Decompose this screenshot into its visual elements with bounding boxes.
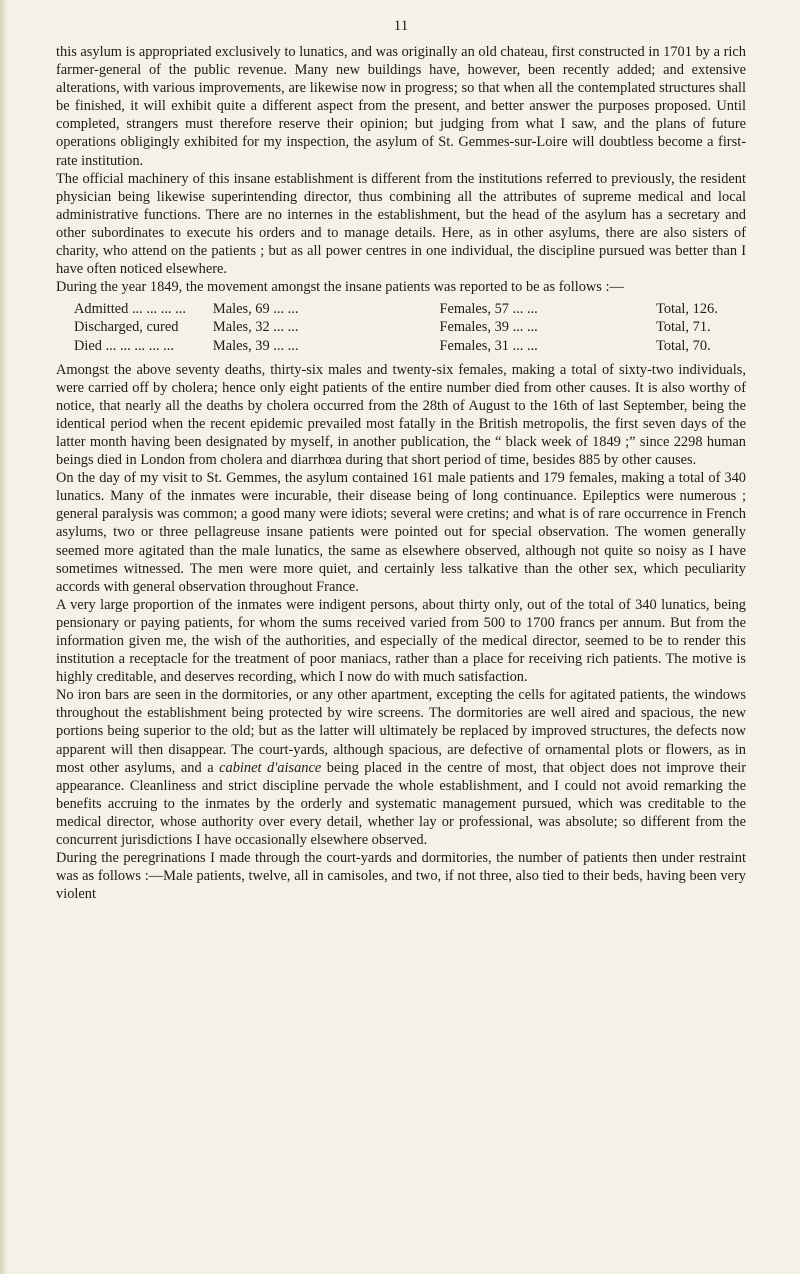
males-cell: Males, 69 ... ...	[212, 301, 299, 318]
paragraph-7-text-a: No iron bars are seen in the dormitories, or any other apartment, excepting the cells for agitated patients, the windows throughout the establishment being protected by wire screens. The dormitories are well aired and spacious, the new portions being superior to the old; but as the latter will ultimately be replaced by improved structures, the defects now apparent will then disappear. The court-yards, although spacious, are defective of ornamental plots or flowers, as in most other asylums, and a	[56, 687, 746, 776]
paragraph-1: this asylum is appropriated exclusively to lunatics, and was originally an old chateau, first constructed in 1701 by a rich farmer-general of the public revenue. Many new buildings have, however, been recently added; and extensive alterations, with various improvements, are likewise now in progress; so that when all the contemplated structures shall be finished, it will exhibit quite a different aspect from the present, and better answer the purposes proposed. Until completed, strangers must therefore reserve their opinion; but judging from what I saw, and the plans of future operations obligingly exhibited for my inspection, the asylum of St. Gemmes-sur-Loire will doubtless become a first-rate institution.	[56, 44, 746, 169]
females-cell: Females, 39 ... ...	[439, 319, 538, 336]
page-edge-shadow	[0, 0, 8, 1274]
row-label: Discharged, cured	[74, 319, 179, 336]
row-label: Died ... ... ... ... ...	[74, 337, 174, 354]
paragraph-7-italic-term: cabinet d'aisance	[219, 759, 322, 776]
paragraph-7	[56, 686, 746, 849]
table-row	[74, 300, 746, 318]
males-cell: Males, 39 ... ...	[212, 337, 299, 354]
patient-movement-table	[74, 300, 746, 354]
table-row	[74, 337, 746, 355]
paragraph-6: A very large proportion of the inmates were indigent persons, about thirty only, out of the total of 340 lunatics, being pensionary or paying patients, for whom the sums received varied from 500 to 1700 francs per annum. But from the information given me, the wish of the authorities, and especially of the medical director, seemed to be to render this institution a receptacle for the treatment of poor maniacs, rather than a place for receiving rich patients. The motive is highly creditable, and deserves recording, which I now do with much satisfaction.	[56, 596, 746, 686]
females-cell: Females, 57 ... ...	[439, 301, 538, 318]
paragraph-2: The official machinery of this insane establishment is different from the institutions referred to previously, the resident physician being likewise superintending director, thus combining all the attributes of supreme medical and local administrative functions. There are no internes in the establishment, but the head of the asylum has a secretary and other subordinates to execute his orders and to manage details. Here, as in other asylums, there are also sisters of charity, who attend on the patients ; but as all power centres in one individual, the discipline pursued was better than I have often noticed elsewhere.	[56, 170, 746, 278]
total-cell: Total, 70.	[656, 337, 711, 354]
paragraph-7-text-b: being placed in the centre of most, that object does not improve their appearance. Cleanliness and strict discipline pervade the whole establishment, and I could not avoid remarking the benefits accruing to the inmates by the orderly and systematic management pursued, which was creditable to the medical director, whose authority over every detail, whether lay or professional, was absolute; so different from the concurrent jurisdictions I have occasionally elsewhere observed.	[56, 759, 746, 849]
page-number: 11	[393, 18, 409, 34]
total-cell: Total, 126.	[656, 301, 718, 318]
paragraph-5: On the day of my visit to St. Gemmes, the asylum contained 161 male patients and 179 females, making a total of 340 lunatics. Many of the inmates were incurable, their disease being of long continuance. Epileptics were numerous ; general paralysis was common; a good many were idiots; several were cretins; and what is of rare occurrence in French asylums, two or three pellagreuse insane patients were pointed out for special observation. The women generally seemed more agitated than the male lunatics, the same as elsewhere observed, although not quite so noisy as I have sometimes witnessed. The men were more quiet, and certainly less talkative than the other sex, which peculiarity accords with general observation throughout France.	[56, 470, 746, 595]
paragraph-4: Amongst the above seventy deaths, thirty-six males and twenty-six females, making a total of sixty-two individuals, were carried off by cholera; hence only eight patients of the entire number died from other causes. It is also worthy of notice, that nearly all the deaths by cholera occurred from the 28th of August to the 16th of last September, being the identical period when the recent epidemic prevailed most fatally in the British metropolis, the first seven days of the latter month having been designated by myself, in another publication, the “ black week of 1849 ;” since 2298 human beings died in London from cholera and diarrhœa during that short period of time, besides 885 by other causes.	[56, 361, 746, 469]
females-cell: Females, 31 ... ...	[439, 337, 538, 354]
paragraph-8: During the peregrinations I made through the court-yards and dormitories, the number of patients then under restraint was as follows :—Male patients, twelve, all in camisoles, and two, if not three, also tied to their beds, having been very violent	[56, 850, 746, 903]
row-label: Admitted ... ... ... ...	[74, 301, 186, 318]
total-cell: Total, 71.	[656, 319, 711, 336]
paragraph-3: During the year 1849, the movement amongst the insane patients was reported to be as follows :—	[56, 279, 624, 296]
table-row	[74, 318, 746, 336]
document-page	[56, 18, 746, 903]
males-cell: Males, 32 ... ...	[212, 319, 299, 336]
